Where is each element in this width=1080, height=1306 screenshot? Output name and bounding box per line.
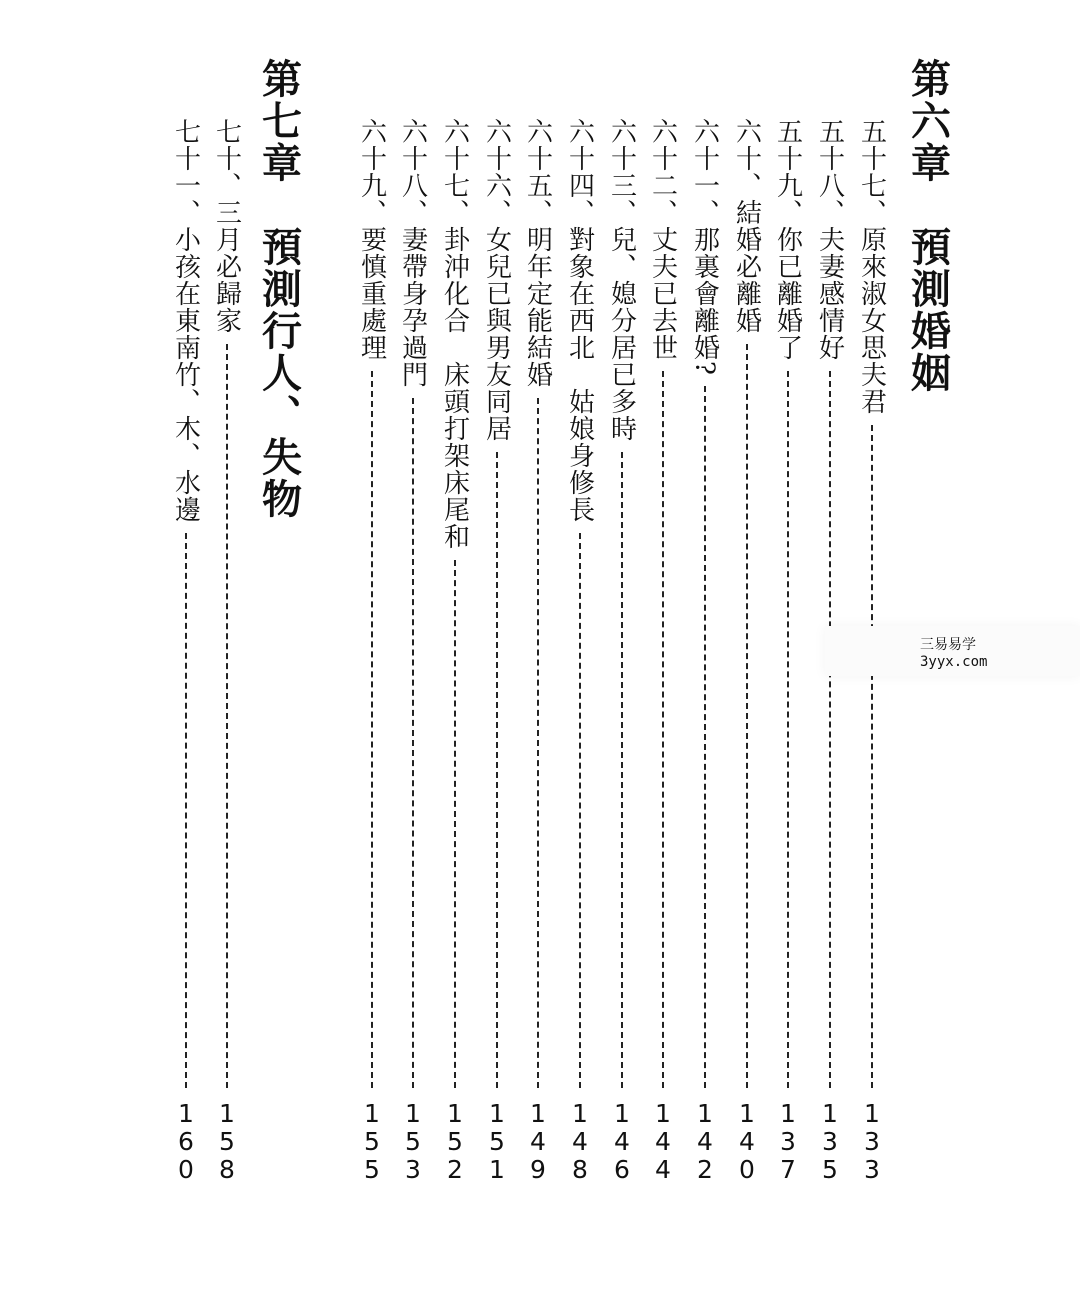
page-digit: 1 (364, 1099, 380, 1128)
page-digit: 1 (447, 1099, 463, 1128)
dotted-leader (226, 344, 228, 1088)
page-digit: 3 (780, 1127, 796, 1156)
toc-entry-page (219, 1100, 235, 1184)
page-digit: 2 (697, 1155, 713, 1184)
dotted-leader (621, 452, 623, 1088)
page-digit: 1 (655, 1099, 671, 1128)
page-digit: 6 (614, 1155, 630, 1184)
toc-entry-label: 五十八、夫妻感情好 (814, 118, 845, 361)
page-digit: 4 (655, 1155, 671, 1184)
page-digit: 7 (780, 1155, 796, 1184)
toc-entry-label: 六十七、卦沖化合 床頭打架床尾和 (439, 118, 470, 550)
toc-entry-label: 六十、結婚必離婚 (731, 118, 762, 334)
toc-entry[interactable] (516, 118, 560, 1184)
page-digit: 3 (405, 1155, 421, 1184)
page-digit: 1 (219, 1099, 235, 1128)
toc-entry-page (530, 1100, 546, 1184)
page-digit: 1 (614, 1099, 630, 1128)
page-digit: 4 (530, 1127, 546, 1156)
page-digit: 4 (697, 1127, 713, 1156)
toc-entry[interactable] (766, 118, 810, 1184)
chapter6-heading (904, 58, 952, 394)
toc-entry[interactable] (600, 118, 644, 1184)
toc-entry[interactable] (391, 118, 435, 1184)
toc-entry-page (614, 1100, 630, 1184)
toc-entry-page (655, 1100, 671, 1184)
chapter7-heading (255, 58, 303, 520)
toc-entry-page (697, 1100, 713, 1184)
page-digit: 5 (447, 1127, 463, 1156)
page-digit: 3 (864, 1127, 880, 1156)
toc-entry-page (739, 1100, 755, 1184)
dotted-leader (787, 371, 789, 1088)
toc-entry-label: 七十一、小孩在東南竹、木、水邊 (170, 118, 201, 523)
page-digit: 5 (219, 1127, 235, 1156)
page-digit: 1 (739, 1099, 755, 1128)
toc-entry-page (489, 1100, 505, 1184)
toc-entry-page (447, 1100, 463, 1184)
toc-entry-page (405, 1100, 421, 1184)
chapter6-title: 第六章 預測婚姻 (904, 58, 952, 394)
page-digit: 5 (364, 1127, 380, 1156)
toc-entry-label: 六十八、妻帶身孕過門 (397, 118, 428, 388)
chapter7-title: 第七章 預測行人、失物 (255, 58, 303, 520)
page-digit: 2 (447, 1155, 463, 1184)
page-digit: 5 (489, 1127, 505, 1156)
dotted-leader (496, 452, 498, 1088)
toc-entry-label: 六十三、兒、媳分居已多時 (606, 118, 637, 442)
toc-entry-label: 六十一、那裏會離婚? (689, 118, 720, 376)
page-digit: 8 (572, 1155, 588, 1184)
dotted-leader (454, 560, 456, 1088)
page-digit: 4 (572, 1127, 588, 1156)
toc-entry-label: 六十四、對象在西北 姑娘身修長 (564, 118, 595, 523)
toc-entry-label: 五十七、原來淑女思夫君 (856, 118, 887, 415)
page-digit: 1 (780, 1099, 796, 1128)
watermark-url: 3yyx.com (920, 654, 988, 670)
toc-entry-label: 六十五、明年定能結婚 (522, 118, 553, 388)
page-digit: 1 (178, 1099, 194, 1128)
page-digit: 6 (178, 1127, 194, 1156)
toc-entry-page (780, 1100, 796, 1184)
dotted-leader (185, 533, 187, 1088)
toc-entry-page (864, 1100, 880, 1184)
toc-entry-page (364, 1100, 380, 1184)
dotted-leader (537, 398, 539, 1088)
page-digit: 1 (572, 1099, 588, 1128)
dotted-leader (829, 371, 831, 1088)
toc-entry-label: 五十九、你已離婚了 (772, 118, 803, 361)
page-digit: 0 (739, 1155, 755, 1184)
page-digit: 1 (489, 1099, 505, 1128)
toc-entry-page (822, 1100, 838, 1184)
page-digit: 4 (655, 1127, 671, 1156)
toc-entry[interactable] (558, 118, 602, 1184)
page-digit: 5 (405, 1127, 421, 1156)
toc-entry-label: 六十九、要慎重處理 (356, 118, 387, 361)
page-digit: 4 (739, 1127, 755, 1156)
page-digit: 4 (614, 1127, 630, 1156)
toc-entry[interactable] (725, 118, 769, 1184)
toc-entry-label: 七十、三月必歸家 (211, 118, 242, 334)
page-digit: 8 (219, 1155, 235, 1184)
dotted-leader (371, 371, 373, 1088)
page-digit: 5 (364, 1155, 380, 1184)
toc-entry[interactable] (205, 118, 249, 1184)
toc-entry-page (178, 1100, 194, 1184)
toc-entry[interactable] (683, 118, 727, 1184)
watermark (825, 626, 1080, 676)
toc-entry[interactable] (164, 118, 208, 1184)
toc-entry-label: 六十六、女兒已與男友同居 (481, 118, 512, 442)
toc-entry-label: 六十二、丈夫已去世 (647, 118, 678, 361)
dotted-leader (412, 398, 414, 1088)
toc-entry-page (572, 1100, 588, 1184)
toc-entry[interactable] (433, 118, 477, 1184)
watermark-name: 三易易学 (920, 637, 976, 653)
page-digit: 1 (405, 1099, 421, 1128)
toc-entry[interactable] (475, 118, 519, 1184)
dotted-leader (662, 371, 664, 1088)
page-digit: 3 (822, 1127, 838, 1156)
dotted-leader (704, 386, 706, 1088)
toc-entry[interactable] (350, 118, 394, 1184)
dotted-leader (871, 425, 873, 1088)
page-digit: 9 (530, 1155, 546, 1184)
page-digit: 1 (530, 1099, 546, 1128)
page-digit: 1 (864, 1099, 880, 1128)
page-digit: 0 (178, 1155, 194, 1184)
page-digit: 1 (822, 1099, 838, 1128)
dotted-leader (746, 344, 748, 1088)
toc-entry[interactable] (641, 118, 685, 1184)
dotted-leader (579, 533, 581, 1088)
page-digit: 3 (864, 1155, 880, 1184)
page-digit: 1 (697, 1099, 713, 1128)
page-digit: 5 (822, 1155, 838, 1184)
page-digit: 1 (489, 1155, 505, 1184)
